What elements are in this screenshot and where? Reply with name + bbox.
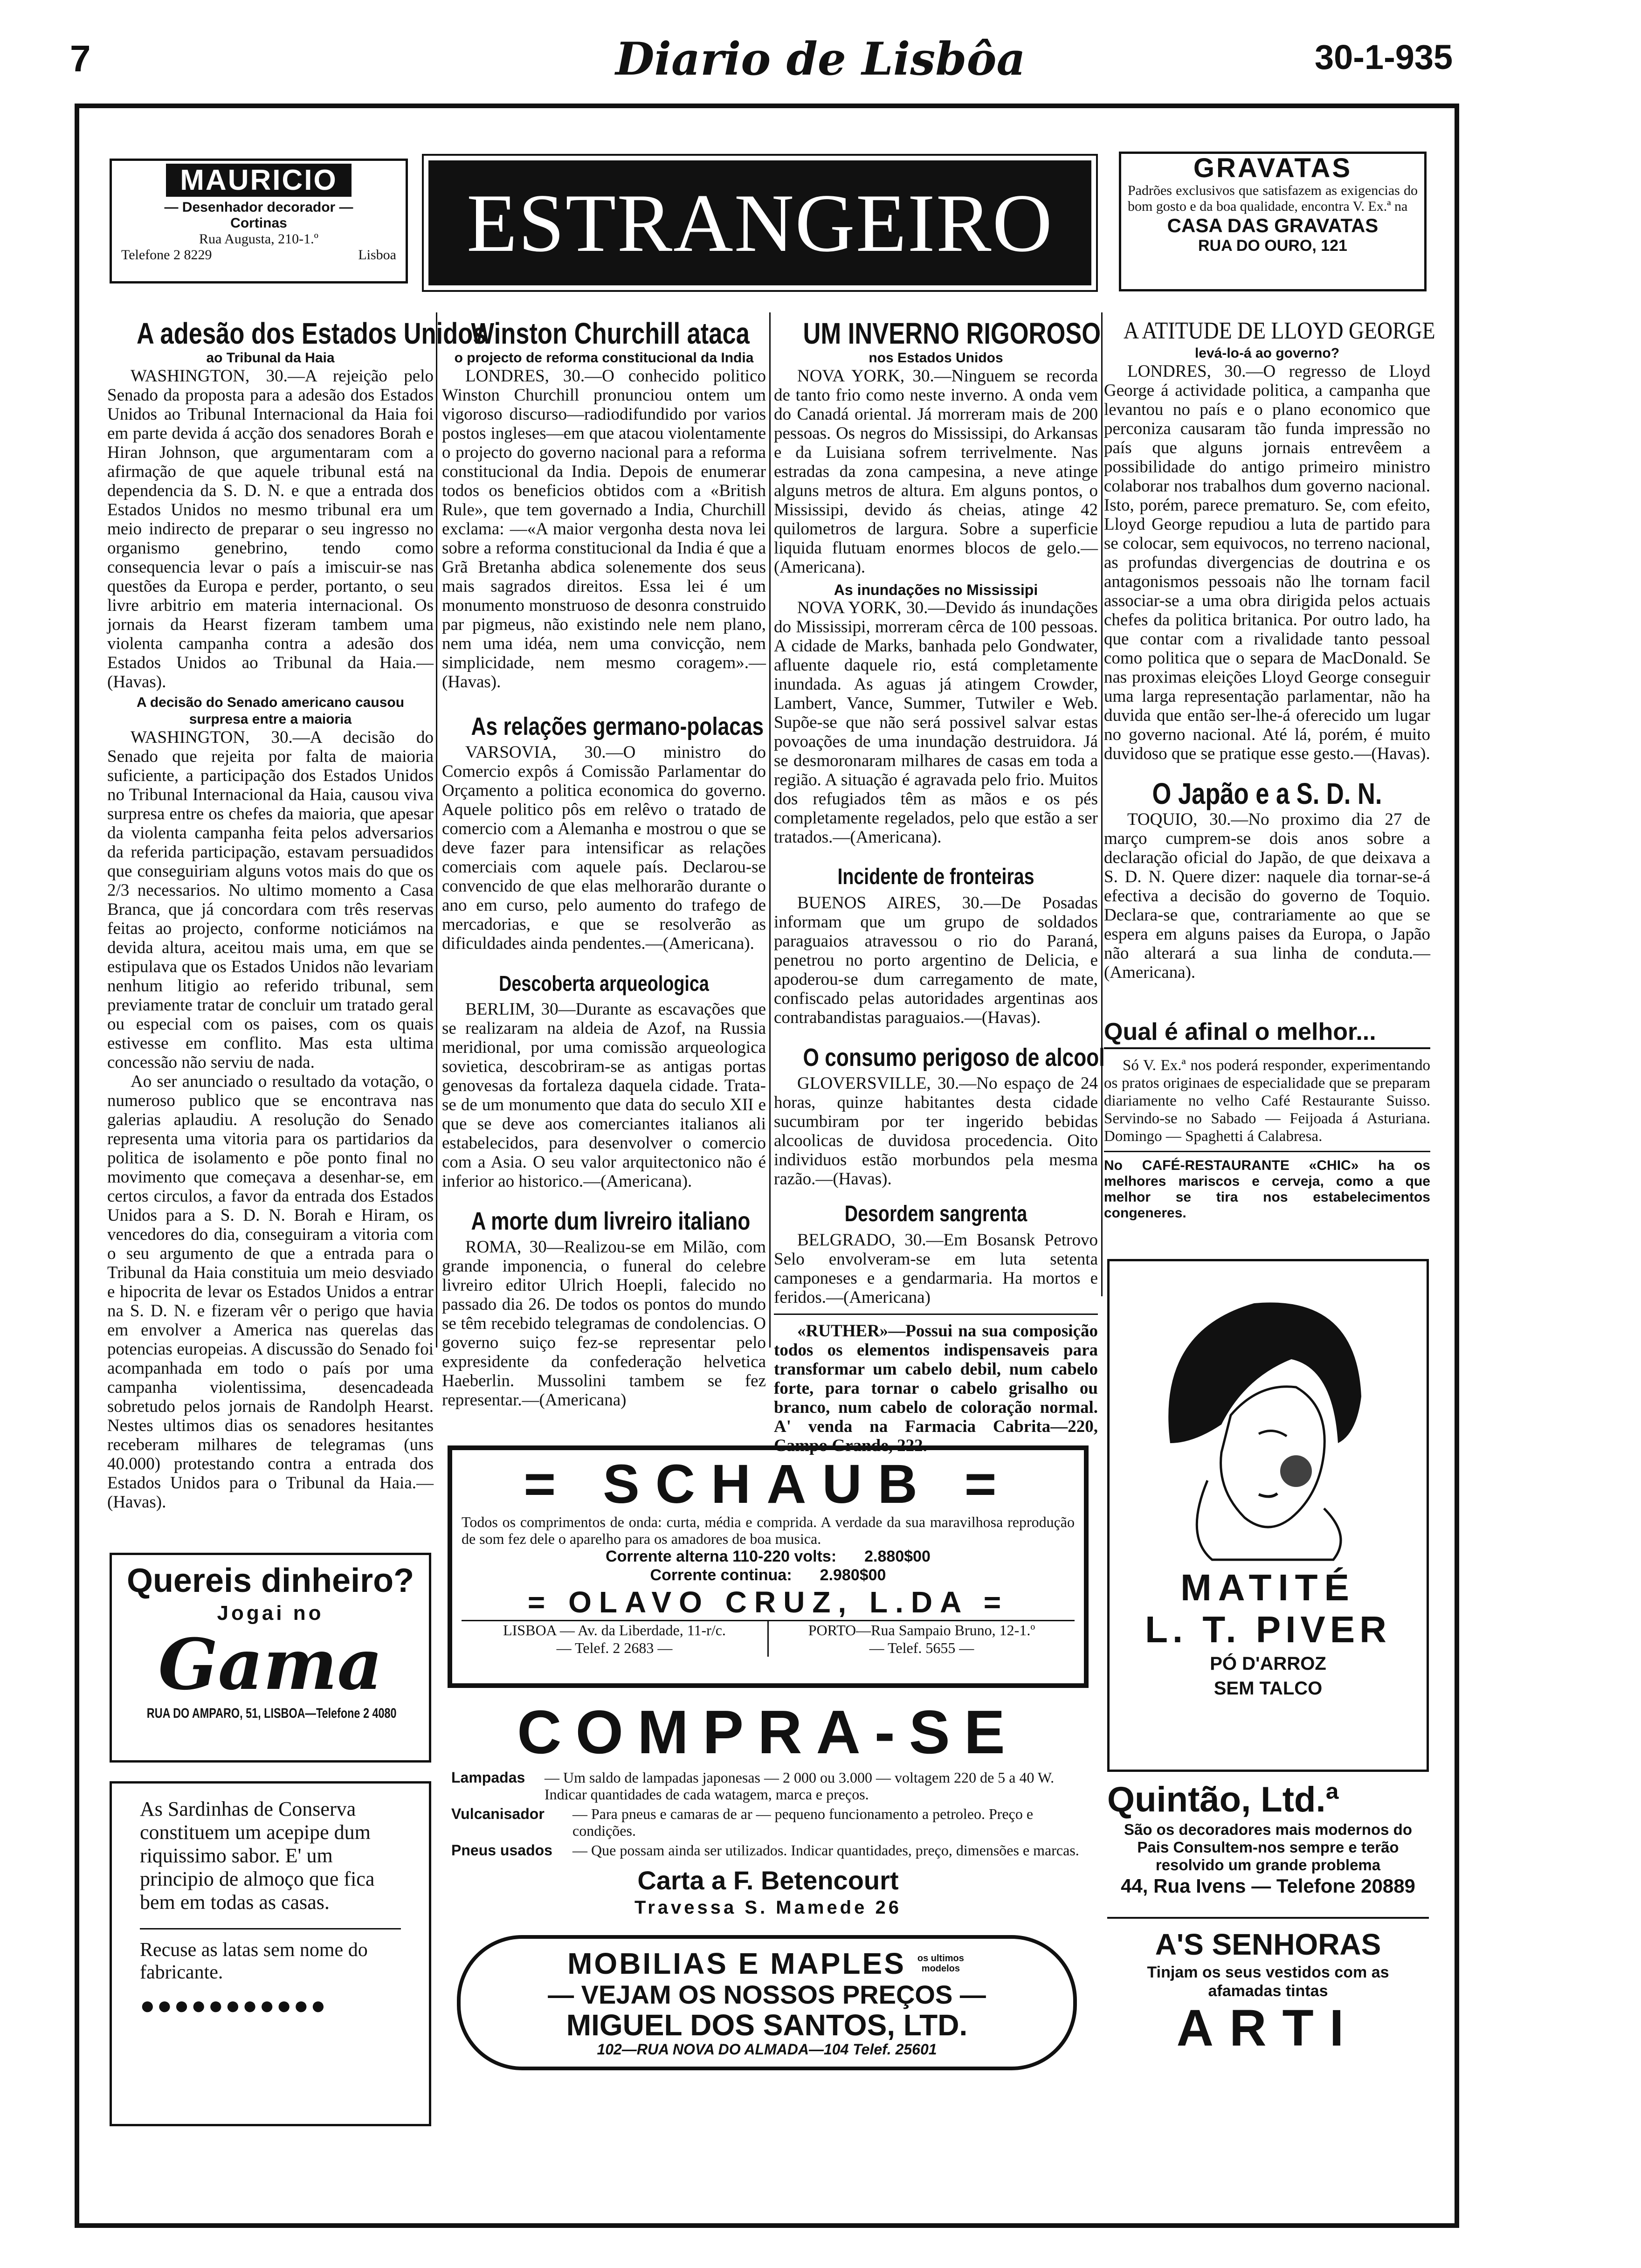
- schaub-dc-label: Corrente continua:: [650, 1566, 792, 1584]
- schaub-radio-ad: [448, 1445, 1089, 1688]
- article-paragraph: BUENOS AIRES, 30.—De Posadas informam que um grupo de soldados paraguaios atravessou o rio do Paraná, penetrou no porto argentino de Delicia, e apoderou-se dum carregamento de mate, confiscado pelas autoridades argentinas aos contrabandistas paraguaios.—(Havas).: [774, 893, 1098, 1027]
- headline: A adesão dos Estados Unidos: [137, 317, 487, 350]
- qual-title: Qual é afinal o melhor...: [1104, 1016, 1430, 1049]
- matite-line4: SEM TALCO: [1214, 1678, 1323, 1699]
- decorative-dots: ●●●●●●●●●●●: [140, 1991, 328, 2019]
- matite-piver-ad: [1107, 1259, 1429, 1772]
- gama-address: RUA DO AMPARO, 51, LISBOA—Telefone 2 4080: [146, 1706, 397, 1721]
- compra-item-text: — Para pneus e camaras de ar — pequeno funcionamento a petroleo. Preço e condições.: [572, 1805, 1034, 1839]
- headline: Descoberta arqueologica: [499, 971, 709, 996]
- schaub-brand: = SCHAUB =: [524, 1453, 1013, 1515]
- article-churchill: [442, 317, 766, 1413]
- gravatas-ad: [1119, 152, 1427, 291]
- quintao-ad: [1107, 1779, 1429, 1919]
- column-divider: [436, 312, 437, 1348]
- mauricio-city: Lisboa: [358, 247, 396, 263]
- headline: Winston Churchill ataca: [471, 317, 750, 350]
- sardinhas-ad: [110, 1781, 431, 2126]
- article-paragraph: BELGRADO, 30.—Em Bosansk Petrovo Selo envolveram-se em luta setenta camponeses e a gendarmaria. Ha mortos e feridos.—(Americana): [774, 1231, 1098, 1307]
- compra-se-ad: [448, 1697, 1089, 1930]
- senhoras-title: A'S SENHORAS: [1155, 1928, 1381, 1961]
- issue-date: 30-1-935: [1315, 38, 1453, 76]
- schaub-ac-label: Corrente alterna 110-220 volts:: [606, 1548, 837, 1565]
- article-paragraph: WASHINGTON, 30.—A rejeição pelo Senado da proposta para a adesão dos Estados Unidos ao Tribunal Internacional da Haia foi em parte devida á acção dos senadores Borah e Hiran Johnson, que argumentaram com a afirmação de que aquele tribunal está na dependencia da S. D. N. e que a entrada dos Estados Unidos no mesmo tribunal era um meio indirecto de preparar o seu ingresso no organismo genebrino, tendo como consequencia levar o país a imiscuir-se nas questões da Europa e perder, portanto, o seu livre arbitrio em materia internacional. Os jornais da Hearst fizeram tambem uma violenta campanha contra a adesão dos Estados Unidos ao Tribunal da Haia.—(Havas).: [107, 366, 434, 691]
- ruther-ad: «RUTHER»—Possui na sua composição todos os elementos indispensaveis para transformar um cabelo debil, num cabelo forte, para tornar o cabelo grisalho ou branco, num cabelo de coloração normal. A' venda na Farmacia Cabrita—220, Campo Grande, 222.: [774, 1321, 1098, 1455]
- section-banner: [422, 154, 1098, 292]
- quintao-name: Quintão, Ltd.ª: [1107, 1780, 1339, 1819]
- article-paragraph: NOVA YORK, 30.—Ninguem se recorda de tanto frio como neste inverno. A onda vem do Canadá oriental. Já morreram mais de 200 pessoas. Os negros do Mississipi, do Arkansas e da Luisiana sofrem terrivelmente. Nas estradas da zona campesina, a neve atinge alguns metros de altura. Em alguns pontos, o Mississipi, devido ás cheias, atinge 42 quilometros de largura. Sobre a superficie liquida flutuam enormes blocos de gelo.—(Americana).: [774, 366, 1098, 577]
- mauricio-line1: — Desenhador decorador —: [164, 200, 353, 215]
- mauricio-address: Rua Augusta, 210-1.º: [199, 231, 318, 247]
- compra-contact: Carta a F. Betencourt: [637, 1866, 899, 1895]
- matite-line3: PÓ D'ARROZ: [1210, 1653, 1326, 1674]
- mauricio-phone: Telefone 2 8229: [121, 247, 212, 263]
- article-paragraph: LONDRES, 30.—O conhecido politico Winston Churchill pronunciou ontem um vigoroso discurso—radiodifundido por varios postos ingleses—em que atacou violentamente o projecto do governo nacional para a reforma constitucional da India. Depois de enumerar todos os beneficios obtidos com a «British Rule», que tem governado a India, Churchill exclama: —«A maior vergonha desta nova lei sobre a reforma constitucional da India é que a Grã Bretanha abdica solenemente dos seus mais sagrados direitos. Essa lei é um monumento monstruoso de desonra construido par pigmeus, não existindo nele nem plano, nem uma idéa, nem uma convicção, nem simplicidade, nem mesmo coragem».—(Havas).: [442, 366, 766, 691]
- article-paragraph: Ao ser anunciado o resultado da votação, o numeroso publico que se encontrava nas galerias aplaudiu. A resolução do Senado representa uma vitoria para os partidarios da politica de isolamento e põe ponto final no movimento que começava a desenhar-se, em certos circulos, a favor da entrada dos Estados Unidos para a S. D. N. Borah e Hiram, os vencedores do dia, conseguiram a vitoria com o seu argumento de que a entrada para o Tribunal da Haia constituia um meio desviado e hipocrita de levar os Estados Unidos a entrar na S. D. N. e fizeram vêr o perigo que havia em envolver a America nas querelas das potencias europeias. A discussão do Senado foi acompanhada em todo o país por uma campanha violentissima, desencadeada sobretudo pelos jornais de Randolph Hearst. Nestes ultimos dias os senadores hesitantes receberam milhares de telegramas (uns 40.000) protestando contra a entrada dos Estados Unidos para o Tribunal da Haia.—(Havas).: [107, 1072, 434, 1512]
- cafe-suisso-ad: [1104, 1016, 1430, 1254]
- gama-lottery-ad: [110, 1553, 431, 1763]
- subheadline: o projecto de reforma constitucional da India: [454, 350, 754, 366]
- mobilias-line1: MOBILIAS E MAPLES: [567, 1947, 906, 1980]
- schaub-dealer: = OLAVO CRUZ, L.DA =: [527, 1585, 1009, 1619]
- schaub-porto-phone: — Telef. 5655 —: [869, 1639, 974, 1656]
- subheadline: A decisão do Senado americano causou surpresa entre a maioria: [136, 695, 405, 727]
- senhoras-brand: ARTI: [1176, 1999, 1360, 2057]
- schaub-dc-price: 2.980$00: [820, 1566, 886, 1584]
- headline: A morte dum livreiro italiano: [471, 1207, 751, 1235]
- newspaper-title: Diario de Lisbôa: [615, 33, 1026, 85]
- mauricio-ad: [110, 159, 408, 284]
- senhoras-text: Tinjam os seus vestidos com as afamadas tintas: [1147, 1964, 1389, 2000]
- subheadline: levá-lo-á ao governo?: [1194, 346, 1340, 361]
- article-paragraph: LONDRES, 30.—O regresso de Lloyd George á actividade politica, a campanha que levantou no país e o plano economico que perconiza causaram tão funda impressão no país que alguns jornais entrevêem a possibilidade do antigo primeiro ministro colaborar nos trabalhos dum governo nacional. Isto, porém, parece prematuro. Se, com efeito, Lloyd George repudiou a luta de partido para se colocar, sem equivocos, no terreno nacional, as profundas divergencias de doutrina e os antagonismos pessoais não lhe tornam facil associar-se a uma obra dirigida pelos actuais chefes da politica britanica. Por outro lado, ha que contar com a rivalidade tanto pessoal como politica que o separa de MacDonald. Se nas proximas eleições Lloyd George conseguir uma larga representação parlamentar, não ha duvida que então ser-lhe-á oferecido um lugar no governo nacional. Até lá, porém, é muito duvidoso que se pratique esse gesto.—(Havas).: [1104, 362, 1430, 763]
- mobilias-side: os ultimos modelos: [917, 1953, 964, 1974]
- mauricio-line2: Cortinas: [230, 215, 287, 231]
- woman-portrait-illustration: [1138, 1275, 1399, 1564]
- article-winter: [774, 317, 1105, 1455]
- headline: Desordem sangrenta: [844, 1202, 1027, 1226]
- headline: As relações germano-polacas: [471, 712, 764, 740]
- gravatas-text: Padrões exclusivos que satisfazem as exigencias do bom gosto e da boa qualidade, encontra V. Ex.ª na: [1128, 183, 1418, 214]
- article-paragraph: GLOVERSVILLE, 30.—No espaço de 24 horas, quinze habitantes desta cidade sucumbiram por ter ingerido bebidas alcoolicas de duvidosa procedencia. Oito individuos estão morbundos pela mesma razão.—(Havas).: [774, 1074, 1098, 1189]
- article-paragraph: TOQUIO, 30.—No proximo dia 27 de março cumprem-se dois anos sobre a declaração oficial do Japão, de que deixava a S. D. N. Quere dizer: naquele dia tornar-se-á efectiva a decisão do governo de Toquio. Declara-se que, contrariamente ao que se espera em alguns paises da Europa, o Japão não alterará a sua linha de conduta.—(Americana).: [1104, 810, 1430, 982]
- headline: O consumo perigoso de alcool: [803, 1044, 1105, 1072]
- gravatas-address: RUA DO OURO, 121: [1198, 237, 1347, 255]
- schaub-text: Todos os comprimentos de onda: curta, média e comprida. A verdade da sua maravilhosa reprodução de som fez dele o aparelho para os amadores de boa musica.: [462, 1514, 1075, 1547]
- article-paragraph: BERLIM, 30—Durante as escavações que se realizaram na aldeia de Azof, na Russia meridional, por uma comissão arqueologica sovietica, descobriram-se as antigas portas genovesas da fortaleza daquela cidade. Trata-se de um monumento que data do seculo XII e que se deve aos comerciantes italianos ali estabelecidos, para desenvolver o comercio com a Asia. O seu valor arquitectonico não é inferior ao historico.—(Americana).: [442, 1000, 766, 1191]
- article-paragraph: NOVA YORK, 30.—Devido ás inundações do Mississipi, morreram cêrca de 100 pessoas. A cidade de Marks, banhada pelo Gondwater, afluente daquele rio, está completamente inundada. As aguas já atingem Crowder, Lambert, Vance, Summer, Tutwiler e Web. Supõe-se que não será possivel salvar estas povoações de uma inundação destruidora. Já se desmoronaram milhares de casas em toda a região. A situação é agravada pelo frio. Muitos dos refugiados têm as mãos e os pés completamente regelados, pelo que estão a ser tratados.—(Americana).: [774, 598, 1098, 847]
- subheadline: nos Estados Unidos: [869, 350, 1003, 366]
- compra-item-text: — Um saldo de lampadas japonesas — 2 000 ou 3.000 — voltagem 220 de 5 a 40 W. Indicar quantidades de cada watagem, marca e preços.: [545, 1769, 1055, 1803]
- subheadline: As inundações no Mississipi: [834, 581, 1038, 598]
- headline: A ATITUDE DE LLOYD GEORGE: [1124, 318, 1435, 344]
- article-paragraph: WASHINGTON, 30.—A decisão do Senado que rejeita por falta de maioria suficiente, a participação dos Estados Unidos no Tribunal Internacional da Haia, causou viva surpresa entre os chefes da maioria, que apesar da violenta campanha feita pelos adversarios da referida participação, estavam persuadidos que conseguiriam alguns votos mais do que os 2/3 necessarios. No ultimo momento a Casa Branca, que já concordara com três reservas feitas ao projecto, conforme noticiámos na devida altura, aceitou mais uma, em que se estipulava que os Estados Unidos não levariam nenhum litigio ao referido tribunal, sem previamente tratar de concluir um tratado geral ou especial com os paises, com os quais estivesse em conflito. Mas esta ultima concessão não serviu de nada.: [107, 728, 434, 1072]
- sardinhas-warning: Recuse as latas sem nome do fabricante.: [140, 1939, 368, 1983]
- schaub-ac-price: 2.880$00: [864, 1548, 931, 1565]
- headline: UM INVERNO RIGOROSO: [803, 317, 1101, 350]
- headline: O Japão e a S. D. N.: [1152, 777, 1382, 810]
- mobilias-ad: [457, 1935, 1077, 2070]
- cafe-chic-text: No CAFÉ-RESTAURANTE «CHIC» ha os melhores mariscos e cerveja, como a que melhor se tira nos estabelecimentos congeneres.: [1104, 1158, 1430, 1221]
- schaub-lisboa-address: LISBOA — Av. da Liberdade, 11-r/c.: [503, 1622, 726, 1639]
- page-number: 7: [70, 38, 91, 79]
- quintao-text: São os decoradores mais modernos do Pais Consultem-nos sempre e terão resolvido um grande problema: [1124, 1821, 1412, 1874]
- compra-item-label: Lampadas: [451, 1769, 525, 1786]
- schaub-porto-address: PORTO—Rua Sampaio Bruno, 12-1.º: [808, 1622, 1035, 1639]
- mobilias-line4: 102—RUA NOVA DO ALMADA—104 Telef. 25601: [597, 2041, 937, 2058]
- article-us-court: [107, 317, 487, 1543]
- matite-line1: MATITÉ: [1180, 1567, 1356, 1608]
- quintao-address: 44, Rua Ivens — Telefone 20889: [1121, 1875, 1415, 1897]
- matite-line2: L. T. PIVER: [1145, 1609, 1391, 1650]
- article-paragraph: ROMA, 30—Realizou-se em Milão, com grande imponencia, o funeral do celebre livreiro editor Ulrich Hoepli, falecido no passado dia 26. De todos os pontos do mundo se têm recebido telegramas de condolencias. O governo suiço fez-se representar pelo expresidente da confederação helvetica Haeberlin. Mussolini tambem se fez representar.—(Americana): [442, 1238, 766, 1410]
- article-lloyd-george: [1104, 317, 1435, 1016]
- column-divider: [769, 312, 771, 1348]
- compra-address: Travessa S. Mamede 26: [634, 1897, 902, 1918]
- compra-item-label: Vulcanisador: [451, 1805, 545, 1822]
- article-paragraph: VARSOVIA, 30.—O ministro do Comercio expôs á Comissão Parlamentar do Orçamento a politica economica do governo. Aquele politico pôs em relêvo o tratado de comercio com a Alemanha e mostrou o que se deve fazer para intensificar as relações comerciais com aquele país. Declarou-se convencido de que elas melhorarão durante o ano em curso, pelo aumento do trafego de mercadorias, e que se resolverão as dificuldades ainda pendentes.—(Americana).: [442, 743, 766, 953]
- compra-item-text: — Que possam ainda ser utilizados. Indicar quantidades, preço, dimensões e marcas.: [572, 1842, 1079, 1859]
- mauricio-name: MAURICIO: [166, 164, 351, 197]
- compra-title: COMPRA-SE: [517, 1698, 1019, 1766]
- schaub-lisboa-phone: — Telef. 2 2683 —: [556, 1639, 673, 1656]
- headline: Incidente de fronteiras: [837, 864, 1034, 889]
- mobilias-line2: — VEJAM OS NOSSOS PREÇOS —: [548, 1980, 986, 2009]
- gama-title: Quereis dinheiro?: [126, 1562, 414, 1599]
- sardinhas-text: As Sardinhas de Conserva constituem um acepipe dum riquissimo sabor. E' um principio de almoço que fica bem em todas as casas.: [140, 1798, 375, 1914]
- column-divider: [1101, 312, 1103, 1296]
- compra-item-label: Pneus usados: [451, 1842, 552, 1859]
- gama-sub: Jogai no: [217, 1602, 324, 1625]
- mobilias-line3: MIGUEL DOS SANTOS, LTD.: [566, 2008, 968, 2042]
- subheadline: ao Tribunal da Haia: [206, 350, 335, 366]
- section-banner-text: ESTRANGEIRO: [428, 160, 1091, 285]
- gravatas-title: GRAVATAS: [1193, 153, 1352, 183]
- gama-brand: Gama: [158, 1624, 383, 1706]
- arti-dye-ad: [1107, 1926, 1429, 2056]
- gravatas-shop: CASA DAS GRAVATAS: [1167, 214, 1379, 236]
- qual-text: Só V. Ex.ª nos poderá responder, experimentando os pratos originaes de especialidade que se preparam diariamente no velho Café Restaurante Suisso. Servindo-se no Sabado — Feijoada á Asturiana. Domingo — Spaghetti á Calabresa.: [1104, 1057, 1430, 1145]
